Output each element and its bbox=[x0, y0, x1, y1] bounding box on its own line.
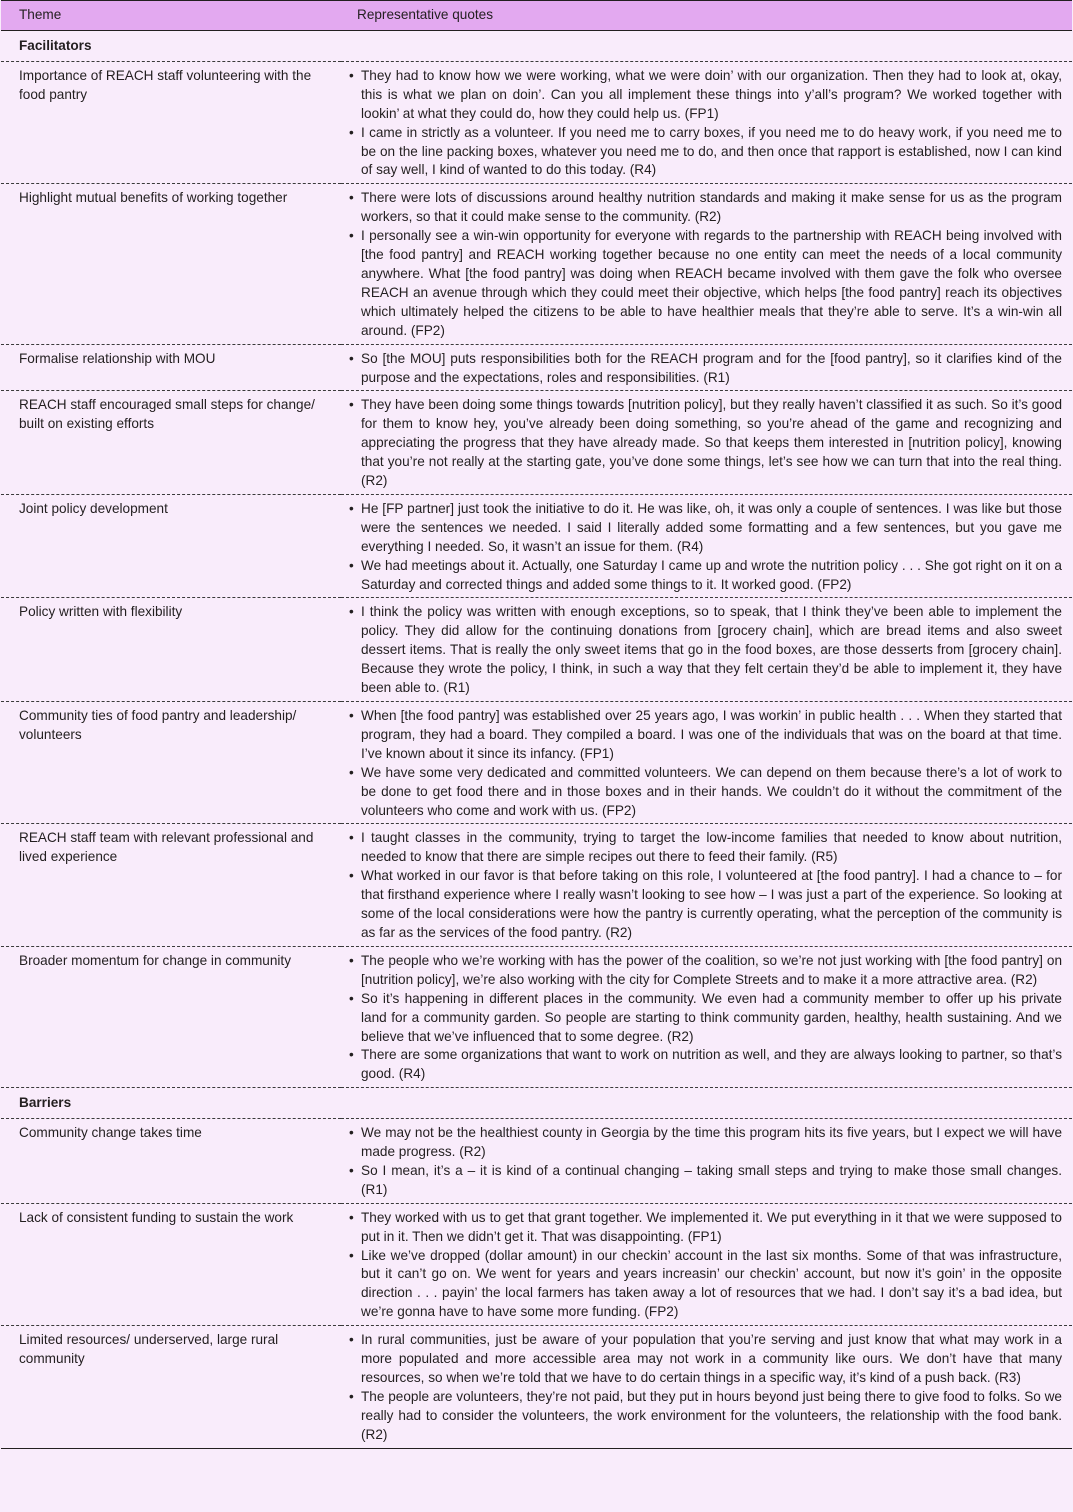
quote-list bbox=[349, 500, 1062, 595]
table-row bbox=[1, 946, 1072, 1087]
quote-item: • I personally see a win-win opportunity for everyone with regards to the partnership with REACH being involved with [the food pantry] and REACH working together because no one entity can meet the needs of a local community anywhere. What [the food pantry] was doing when REACH became involved with them gave the folk who oversee REACH an avenue through which they could meet their objective, which helps [the food pantry] reach its objectives which ultimately helped the citizens to be able to have healthier meals that they’re able to serve. It’s a win-win all around. (FP2) bbox=[349, 227, 1062, 340]
quote-item: • The people who we’re working with has the power of the coalition, so we’re not just working with [the food pantry] on [nutrition policy], we’re also working with the city for Complete Streets and to make it a more attractive area. (R2) bbox=[349, 952, 1062, 990]
quote-item: • The people are volunteers, they’re not paid, but they put in hours beyond just being there to give food to folks. So we really had to consider the volunteers, the work environment for the volunteers, the relationship with the food bank. (R2) bbox=[349, 1388, 1062, 1445]
table-row bbox=[1, 61, 1072, 183]
table-row bbox=[1, 344, 1072, 391]
quote-item: • He [FP partner] just took the initiative to do it. He was like, oh, it was only a couple of sentences. I was like but those were the sentences we needed. I said I literally added some formatting and a few sentences, but you gave me everything I needed. So, it wasn’t an issue for them. (R4) bbox=[349, 500, 1062, 557]
theme-cell: REACH staff encouraged small steps for change/ built on existing efforts bbox=[1, 391, 341, 495]
theme-cell: Community ties of food pantry and leadership/ volunteers bbox=[1, 702, 341, 824]
quote-list bbox=[349, 67, 1062, 180]
quote-list bbox=[349, 829, 1062, 942]
table-body bbox=[1, 31, 1072, 1449]
quote-item: • What worked in our favor is that before taking on this role, I volunteered at [the food pantry]. I had a chance to – for that firsthand experience where I really wasn’t looking to see how – I was just a part of the experience. So looking at some of the local considerations were how the pantry is currently operating, what the perception of the community is as far as the services of the food pantry. (R2) bbox=[349, 867, 1062, 943]
themes-quotes-table bbox=[1, 0, 1072, 1449]
quote-list bbox=[349, 396, 1062, 491]
quotes-cell bbox=[341, 1203, 1072, 1325]
table-row bbox=[1, 824, 1072, 946]
section-row bbox=[1, 31, 1072, 62]
quote-list bbox=[349, 189, 1062, 340]
table-row bbox=[1, 391, 1072, 495]
header-theme: Theme bbox=[1, 1, 341, 31]
section-title: Facilitators bbox=[1, 31, 1072, 62]
quotes-cell bbox=[341, 184, 1072, 344]
section-row bbox=[1, 1088, 1072, 1119]
theme-cell: Formalise relationship with MOU bbox=[1, 344, 341, 391]
theme-cell: Importance of REACH staff volunteering with the food pantry bbox=[1, 61, 341, 183]
quote-item: • I think the policy was written with enough exceptions, so to speak, that I think they’ve been able to implement the policy. They did allow for the continuing donations from [grocery chain], which are bread items and also sweet dessert items. That is really the only sweet items that go in the food boxes, are those desserts from [grocery chain]. Because they wrote the policy, I think, in such a way that they felt certain they’d be able to implement it, they have been able to. (R1) bbox=[349, 603, 1062, 698]
quote-item: • Like we’ve dropped (dollar amount) in our checkin’ account in the last six months. Some of that was infrastructure, but it can’t go on. We went for years and years increasin’ our checkin’ account, but now it’s goin’ in the opposite direction . . . payin’ the local farmers has taken away a lot of resources that we had. I don’t say it’s a bad idea, but we’re gonna have to have some more funding. (FP2) bbox=[349, 1247, 1062, 1323]
quote-item: • So it’s happening in different places in the community. We even had a community member to offer up his private land for a community garden. So people are starting to think community garden, healthy, health sustaining. And we believe that we’ve influenced that to some degree. (R2) bbox=[349, 990, 1062, 1047]
table-row bbox=[1, 494, 1072, 598]
theme-cell: Community change takes time bbox=[1, 1119, 341, 1204]
theme-cell: Limited resources/ underserved, large rural community bbox=[1, 1326, 341, 1448]
quotes-cell bbox=[341, 946, 1072, 1087]
quote-item: • When [the food pantry] was established over 25 years ago, I was workin’ in public health . . . When they started that program, they had a board. They compiled a board. I was one of the individuals that was on the board at that time. I’ve known about it since its infancy. (FP1) bbox=[349, 707, 1062, 764]
quotes-cell bbox=[341, 1326, 1072, 1448]
quote-list bbox=[349, 1124, 1062, 1200]
theme-cell: REACH staff team with relevant professional and lived experience bbox=[1, 824, 341, 946]
quotes-cell bbox=[341, 1119, 1072, 1204]
quotes-cell bbox=[341, 61, 1072, 183]
quote-item: • In rural communities, just be aware of your population that you’re serving and just know that what may work in a more populated and more accessible area may not work in a community like ours. We don’t have that many resources, so when we’re told that we have to do certain things in a specific way, it’s kind of a push back. (R3) bbox=[349, 1331, 1062, 1388]
quote-item: • They had to know how we were working, what we were doin’ with our organization. Then they had to look at, okay, this is what we plan on doin’. Can you all implement these things into y’all’s program? We worked together with lookin’ at what they could do, how they could help us. (FP1) bbox=[349, 67, 1062, 124]
table-row bbox=[1, 1203, 1072, 1325]
quotes-cell bbox=[341, 702, 1072, 824]
quote-item: • They have been doing some things towards [nutrition policy], but they really haven’t classified it as such. So it’s good for them to know hey, you’ve already been doing something, so you’re ahead of the game and recognizing and appreciating the progress that they have already made. So that keeps them interested in [nutrition policy], knowing that you’re not really at the starting gate, you’ve done some things, let’s see how we can turn that into the real thing. (R2) bbox=[349, 396, 1062, 491]
table-row bbox=[1, 184, 1072, 344]
theme-cell: Lack of consistent funding to sustain the work bbox=[1, 1203, 341, 1325]
header-quotes: Representative quotes bbox=[341, 1, 1072, 31]
quote-item: • They worked with us to get that grant together. We implemented it. We put everything in it that we were supposed to put in it. Then we didn’t get it. That was disappointing. (FP1) bbox=[349, 1209, 1062, 1247]
quote-item: • We had meetings about it. Actually, one Saturday I came up and wrote the nutrition policy . . . She got right on it on a Saturday and corrected things and added some things to it. It worked good. (FP2) bbox=[349, 557, 1062, 595]
quotes-cell bbox=[341, 344, 1072, 391]
quotes-cell bbox=[341, 824, 1072, 946]
quote-list bbox=[349, 707, 1062, 820]
theme-cell: Highlight mutual benefits of working together bbox=[1, 184, 341, 344]
table-row bbox=[1, 1119, 1072, 1204]
table-header bbox=[1, 1, 1072, 31]
theme-cell: Policy written with flexibility bbox=[1, 598, 341, 702]
section-title: Barriers bbox=[1, 1088, 1072, 1119]
quote-list bbox=[349, 1209, 1062, 1322]
quotes-cell bbox=[341, 391, 1072, 495]
table-row bbox=[1, 598, 1072, 702]
theme-cell: Joint policy development bbox=[1, 494, 341, 598]
quote-item: • There were lots of discussions around healthy nutrition standards and making it make sense for us as the program workers, so that it could make sense to the community. (R2) bbox=[349, 189, 1062, 227]
quotes-cell bbox=[341, 598, 1072, 702]
quote-list bbox=[349, 952, 1062, 1084]
quotes-cell bbox=[341, 494, 1072, 598]
quote-list bbox=[349, 603, 1062, 698]
theme-cell: Broader momentum for change in community bbox=[1, 946, 341, 1087]
quote-item: • We may not be the healthiest county in Georgia by the time this program hits its five years, but I expect we will have made progress. (R2) bbox=[349, 1124, 1062, 1162]
quote-list bbox=[349, 1331, 1062, 1444]
quote-item: • So [the MOU] puts responsibilities both for the REACH program and for the [food pantry], so it clarifies kind of the purpose and the expectations, roles and responsibilities. (R1) bbox=[349, 350, 1062, 388]
quote-list bbox=[349, 350, 1062, 388]
quote-item: • So I mean, it’s a – it is kind of a continual changing – taking small steps and trying to make those small changes. (R1) bbox=[349, 1162, 1062, 1200]
table-row bbox=[1, 702, 1072, 824]
quote-item: • I came in strictly as a volunteer. If you need me to carry boxes, if you need me to do heavy work, if you need me to be on the line packing boxes, whatever you need me to do, and then once that rapport is established, now I can kind of say well, I kind of wanted to do this today. (R4) bbox=[349, 124, 1062, 181]
quote-item: • There are some organizations that want to work on nutrition as well, and they are always looking to partner, so that’s good. (R4) bbox=[349, 1046, 1062, 1084]
quote-item: • I taught classes in the community, trying to target the low-income families that needed to know about nutrition, needed to know that there are simple recipes out there to feed their family. (R5) bbox=[349, 829, 1062, 867]
table-row bbox=[1, 1326, 1072, 1448]
quote-item: • We have some very dedicated and committed volunteers. We can depend on them because there’s a lot of work to be done to get food there and in those boxes and in their hands. We couldn’t do it without the commitment of the volunteers who come and work with us. (FP2) bbox=[349, 764, 1062, 821]
